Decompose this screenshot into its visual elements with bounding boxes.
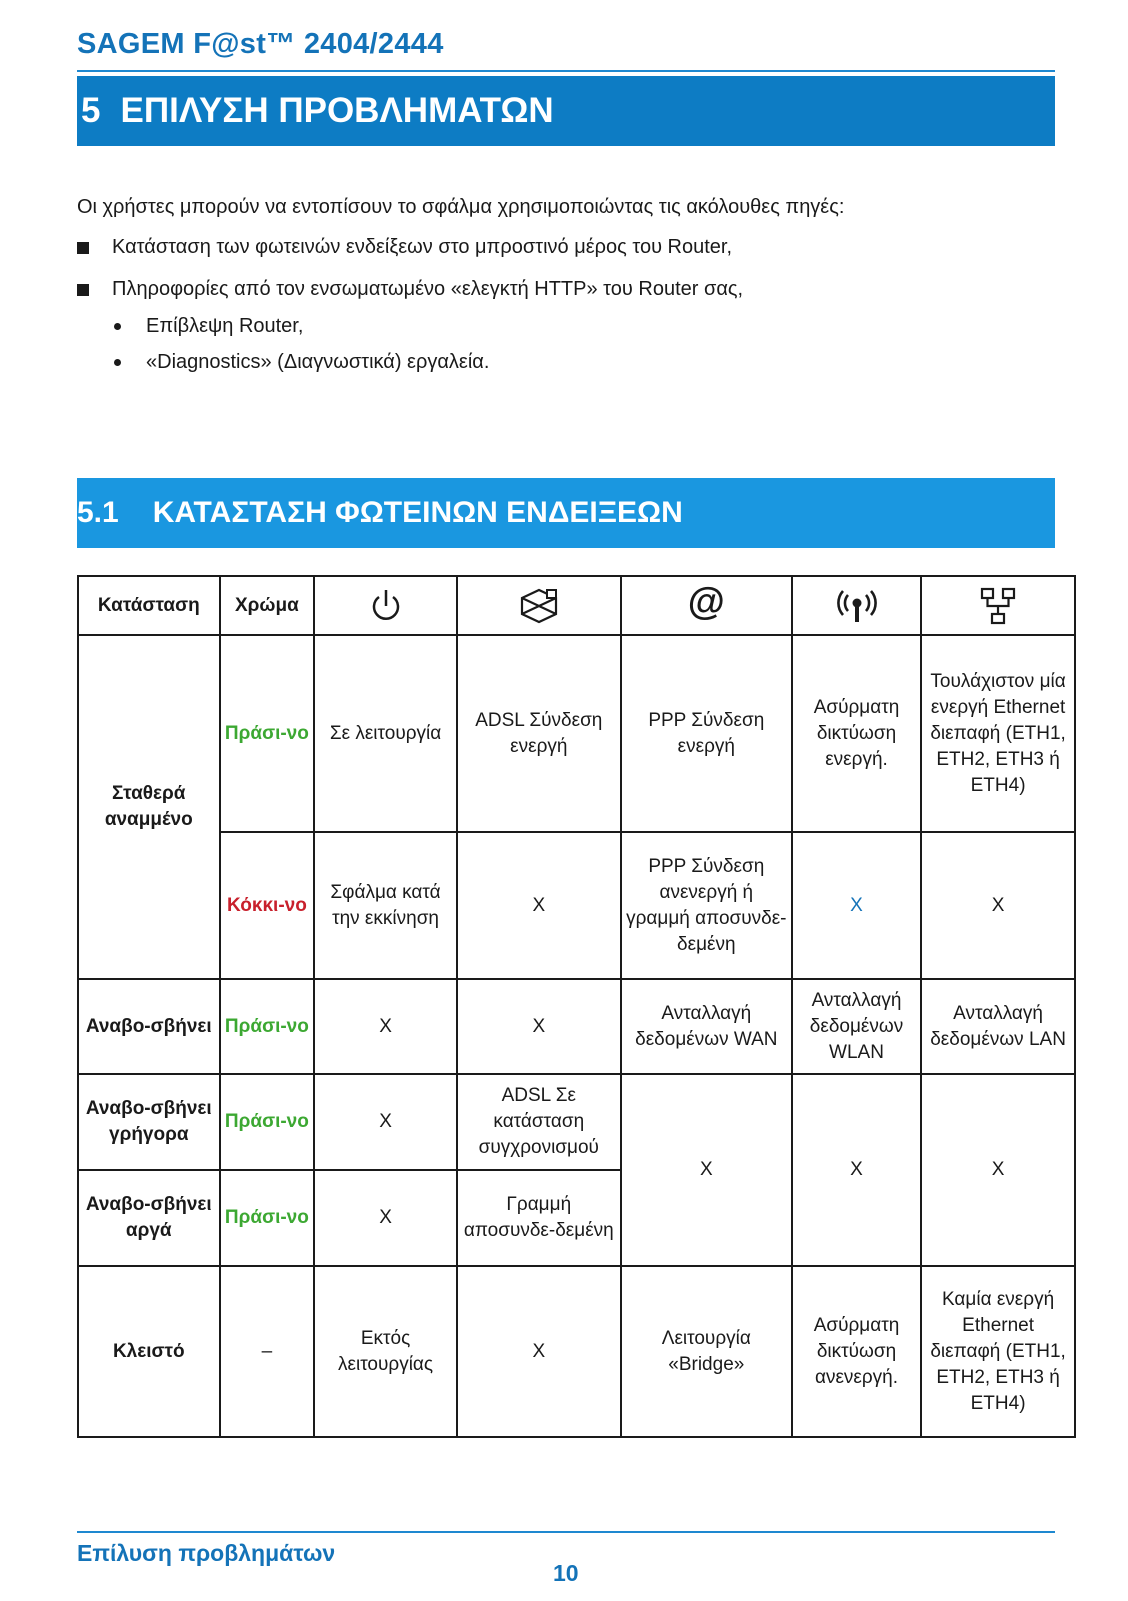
cell-ppp: PPP Σύνδεση ανενεργή ή γραμμή αποσυνδε-δεμένη: [621, 832, 792, 979]
section-heading: [77, 478, 1055, 548]
list-item-text: Επίβλεψη Router,: [146, 315, 304, 337]
footer-divider: [77, 1531, 1055, 1533]
page-number: 10: [553, 1560, 579, 1586]
cell-power: X: [314, 1170, 457, 1266]
cell-adsl: ADSL Σε κατάσταση συγχρονισμού: [457, 1074, 621, 1170]
cell-adsl: ADSL Σύνδεση ενεργή: [457, 635, 621, 832]
intro-paragraph: Οι χρήστες μπορούν να εντοπίσουν το σφάλμα χρησιμοποιώντας τις ακόλουθες πηγές:: [77, 196, 845, 218]
state-blinking-fast: Αναβο-σβήνει γρήγορα: [78, 1074, 220, 1170]
section-number: 5.1: [77, 496, 119, 529]
wireless-icon: [792, 576, 921, 635]
cell-eth: X: [921, 1074, 1075, 1266]
color-none: –: [220, 1266, 315, 1437]
cell-power: X: [314, 1074, 457, 1170]
table-header-row: [78, 576, 1075, 635]
section-title: ΚΑΤΑΣΤΑΣΗ ΦΩΤΕΙΝΩΝ ΕΝΔΕΙΞΕΩΝ: [152, 496, 683, 529]
list-item-text: Κατάσταση των φωτεινών ενδείξεων στο μπροστινό μέρος του Router,: [112, 236, 733, 258]
header-color: Χρώμα: [220, 576, 315, 635]
header-state: Κατάσταση: [78, 576, 220, 635]
cell-wlan: X: [792, 1074, 921, 1266]
cell-eth: Τουλάχιστον μία ενεργή Ethernet διεπαφή (ETH1, ETH2, ETH3 ή ETH4): [921, 635, 1075, 832]
cell-ppp: Ανταλλαγή δεδομένων WAN: [621, 979, 792, 1074]
chapter-number: 5: [81, 91, 101, 130]
state-steady: Σταθερά αναμμένο: [78, 635, 220, 979]
table-row: [78, 635, 1075, 832]
color-green: Πράσι-νο: [220, 979, 315, 1074]
cell-wlan: X: [792, 832, 921, 979]
cell-adsl: X: [457, 979, 621, 1074]
cell-wlan: Ασύρματη δικτύωση ανενεργή.: [792, 1266, 921, 1437]
dot-bullet-icon: [114, 323, 121, 330]
cell-adsl: Γραμμή αποσυνδε-δεμένη: [457, 1170, 621, 1266]
sub-list-item: [114, 315, 303, 338]
state-blinking-slow: Αναβο-σβήνει αργά: [78, 1170, 220, 1266]
table-row: [78, 979, 1075, 1074]
adsl-icon: [457, 576, 621, 635]
list-item: [77, 236, 732, 259]
state-off: Κλειστό: [78, 1266, 220, 1437]
ethernet-icon: [921, 576, 1075, 635]
cell-power: Σφάλμα κατά την εκκίνηση: [314, 832, 457, 979]
cell-eth: Καμία ενεργή Ethernet διεπαφή (ETH1, ETH2, ETH3 ή ETH4): [921, 1266, 1075, 1437]
square-bullet-icon: [77, 242, 89, 254]
cell-wlan: Ανταλλαγή δεδομένων WLAN: [792, 979, 921, 1074]
cell-ppp: Λειτουργία «Bridge»: [621, 1266, 792, 1437]
color-red: Κόκκι-νο: [220, 832, 315, 979]
cell-power: Εκτός λειτουργίας: [314, 1266, 457, 1437]
document-title: SAGEM F@st™ 2404/2444: [77, 28, 444, 60]
state-blinking: Αναβο-σβήνει: [78, 979, 220, 1074]
sub-list-item: [114, 351, 489, 374]
color-green: Πράσι-νο: [220, 1170, 315, 1266]
color-green: Πράσι-νο: [220, 1074, 315, 1170]
cell-power: X: [314, 979, 457, 1074]
cell-eth: X: [921, 832, 1075, 979]
table-row: [78, 1266, 1075, 1437]
cell-power: Σε λειτουργία: [314, 635, 457, 832]
list-item-text: Πληροφορίες από τον ενσωματωμένο «ελεγκτή HTTP» του Router σας,: [112, 278, 744, 300]
power-icon: [314, 576, 457, 635]
chapter-heading: [77, 76, 1055, 146]
cell-adsl: X: [457, 832, 621, 979]
list-item: [77, 278, 743, 301]
footer-section-title: Επίλυση προβλημάτων: [77, 1540, 336, 1566]
cell-eth: Ανταλλαγή δεδομένων LAN: [921, 979, 1075, 1074]
title-divider: [77, 70, 1055, 72]
table-row: [78, 832, 1075, 979]
color-green: Πράσι-νο: [220, 635, 315, 832]
cell-adsl: X: [457, 1266, 621, 1437]
led-status-table: [77, 575, 1076, 1438]
cell-ppp: X: [621, 1074, 792, 1266]
square-bullet-icon: [77, 284, 89, 296]
chapter-title: ΕΠΙΛΥΣΗ ΠΡΟΒΛΗΜΑΤΩΝ: [120, 91, 554, 130]
list-item-text: «Diagnostics» (Διαγνωστικά) εργαλεία.: [146, 351, 490, 373]
cell-ppp: PPP Σύνδεση ενεργή: [621, 635, 792, 832]
cell-wlan: Ασύρματη δικτύωση ενεργή.: [792, 635, 921, 832]
dot-bullet-icon: [114, 359, 121, 366]
at-sign-icon: @: [621, 576, 792, 635]
table-row: [78, 1074, 1075, 1170]
